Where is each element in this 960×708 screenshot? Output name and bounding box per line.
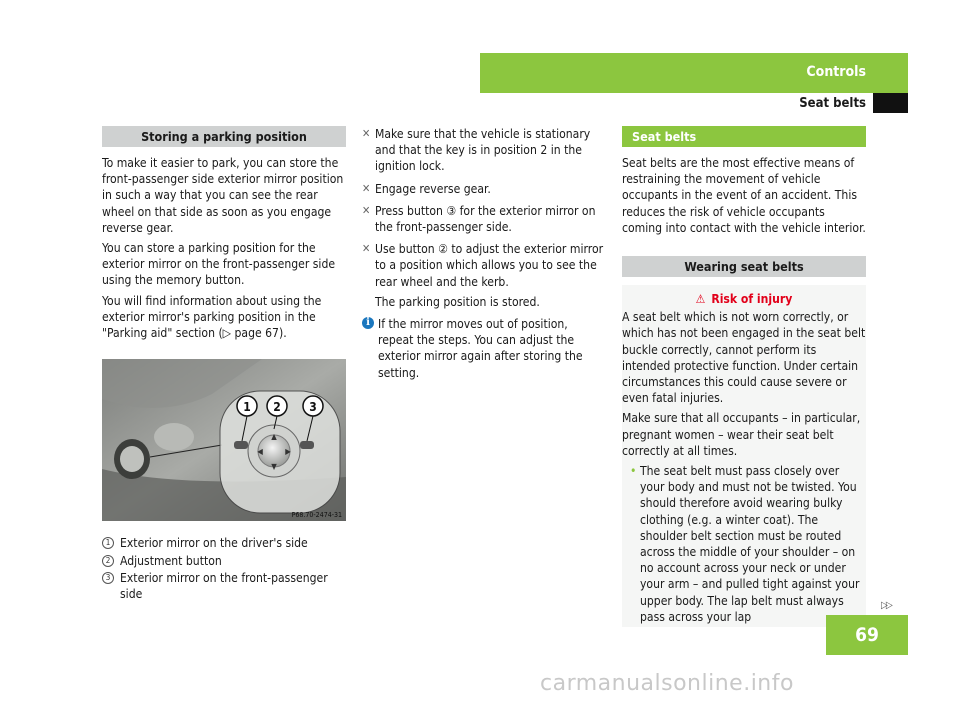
subsection-title: Seat belts	[799, 96, 866, 111]
seatbelts-intro: Seat belts are the most effective means of restraining the movement of vehicle occupants in the event of an accident. This reduces the risk of vehicle occupants coming into contact with the vehicle interior.	[622, 156, 866, 235]
warning-box	[622, 285, 866, 627]
svg-text:▶: ▶	[285, 447, 291, 457]
warning-bullet: • The seat belt must pass closely over your body and must not be twisted. You should therefore avoid wearing bulky clothing (e.g. a winter coat). The shoulder belt section must be routed across the middle of your shoulder – on no account across your neck or under your arm – and pulled tight against your upper body. The lap belt must always pass across your lap	[630, 464, 860, 624]
caption-2: 2 Adjustment button	[102, 553, 346, 569]
column-parking	[102, 126, 346, 603]
warning-paragraph-1: A seat belt which is not worn correctly, or which has not been engaged in the seat belt buckle correctly, cannot perform its intended protective function. Under certain circumstances this could cause severe or even fatal injuries.	[622, 310, 866, 406]
door-panel-photo	[102, 359, 346, 521]
watermark: carmanualsonline.info	[540, 671, 794, 696]
svg-text:▲: ▲	[271, 432, 277, 442]
parking-heading: Storing a parking position	[102, 126, 346, 147]
svg-text:◀: ◀	[257, 447, 263, 457]
step-arrow-icon: ✕	[362, 242, 371, 256]
photo-label-3: 3	[309, 400, 317, 415]
page-number: 69	[855, 624, 879, 646]
parking-paragraph-3: You will find information about using the exterior mirror's parking position in the "Parking aid" section (▷ page 67).	[102, 293, 322, 341]
section-title: Controls	[806, 64, 866, 80]
info-icon: i	[362, 317, 374, 329]
column-seatbelts	[622, 126, 866, 627]
seatbelts-heading: Seat belts	[622, 126, 866, 147]
warning-title: ⚠ Risk of injury	[695, 292, 793, 307]
svg-text:▼: ▼	[271, 462, 277, 472]
step-result: The parking position is stored.	[375, 294, 540, 309]
wearing-heading: Wearing seat belts	[622, 256, 866, 277]
caption-3: 3 Exterior mirror on the front-passenger side	[102, 570, 346, 602]
photo-code: P68.70-2474-31	[291, 511, 342, 520]
step-3: ✕ Press button ③ for the exterior mirror on the front-passenger side.	[362, 203, 596, 235]
warning-triangle-icon: ⚠	[695, 292, 706, 307]
parking-paragraph-2: You can store a parking position for the exterior mirror on the front-passenger side using the memory button.	[102, 241, 336, 288]
column-steps	[362, 126, 606, 381]
step-4: ✕ Use button ② to adjust the exterior mirror to a position which allows you to see the rear wheel and the kerb.	[362, 242, 604, 289]
warning-paragraph-2: Make sure that all occupants – in particular, pregnant women – wear their seat belt correctly at all times.	[622, 411, 861, 458]
caption-1: 1 Exterior mirror on the driver's side	[102, 535, 346, 551]
photo-label-2: 2	[273, 400, 281, 415]
photo-label-1: 1	[243, 400, 251, 415]
tab-marker	[873, 93, 908, 113]
step-arrow-icon: ✕	[362, 127, 371, 140]
bullet-icon: •	[630, 464, 637, 479]
step-2: ✕ Engage reverse gear.	[362, 181, 491, 196]
step-1: ✕ Make sure that the vehicle is stationary and that the key is in position 2 in the ignition lock.	[362, 127, 591, 174]
info-note: i If the mirror moves out of position, repeat the steps. You can adjust the exterior mirror again after storing the setting.	[362, 316, 606, 381]
step-arrow-icon: ✕	[362, 203, 371, 217]
parking-paragraph-1: To make it easier to park, you can store the front-passenger side exterior mirror position in such a way that you can see the rear wheel on that side as soon as you engage reverse gear.	[102, 156, 344, 235]
step-arrow-icon: ✕	[362, 181, 371, 195]
continue-arrows-icon: ▷▷	[881, 600, 891, 611]
